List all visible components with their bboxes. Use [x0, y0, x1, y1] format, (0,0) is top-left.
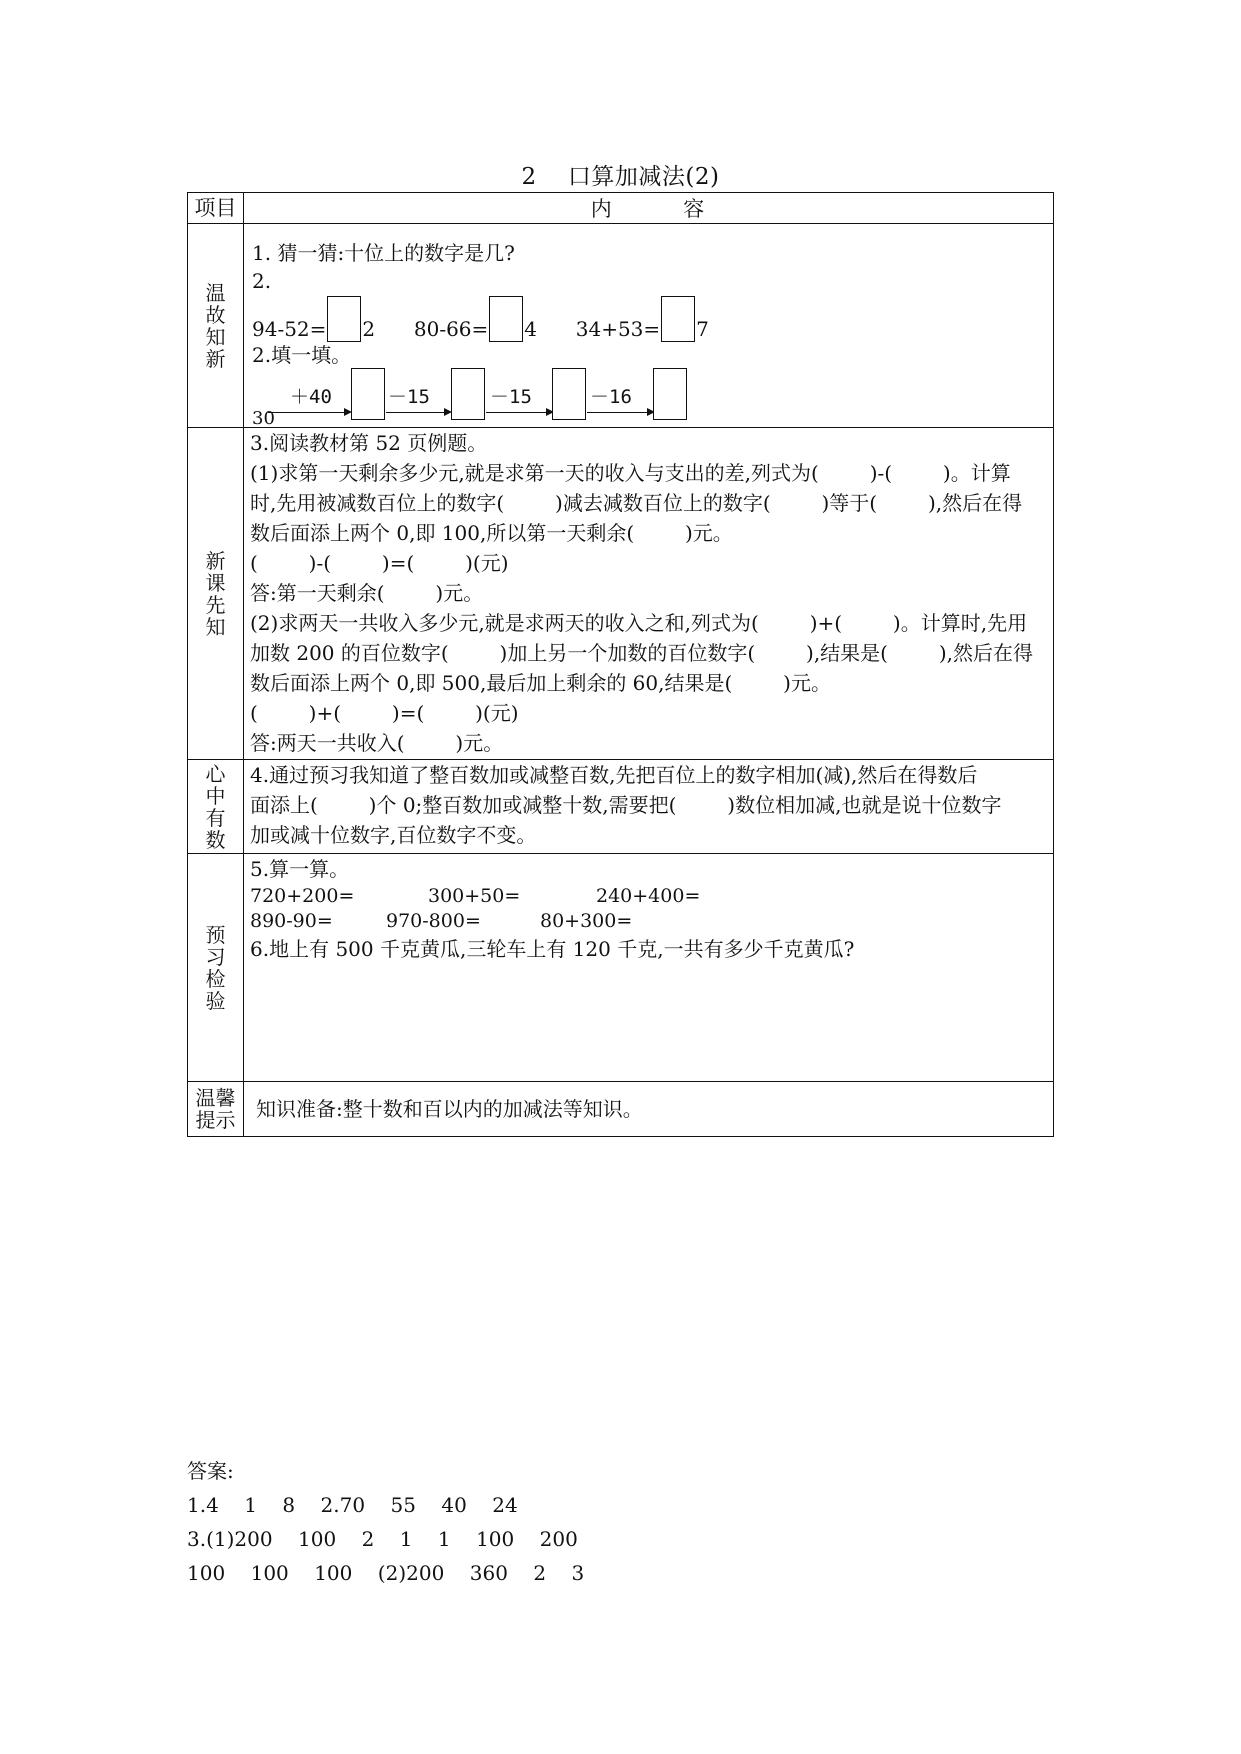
answers-section	[187, 1454, 584, 1590]
answer-box[interactable]	[327, 296, 361, 342]
question-5: 5.算一算。	[250, 857, 350, 881]
text-line: (2)求两天一共收入多少元,就是求两天的收入之和,列式为( )+( )。计算时,先用	[250, 611, 1028, 635]
answer-line: 100 100 100 (2)200 360 2 3	[187, 1561, 585, 1585]
arrow-icon	[587, 412, 653, 413]
text-line: 加或减十位数字,百位数字不变。	[250, 823, 537, 847]
question-6: 6.地上有 500 千克黄瓜,三轮车上有 120 千克,一共有多少千克黄瓜?	[250, 937, 855, 961]
calc-item: 300+50=	[428, 885, 521, 907]
guess-3-right: 7	[696, 317, 709, 341]
table-row-check	[188, 854, 1054, 1082]
row-label-check: 预 习 检 验	[188, 854, 244, 1082]
chain-box-4[interactable]	[653, 368, 687, 420]
text-line: 加数 200 的百位数字( )加上另一个加数的百位数字( ),结果是( ),然后在得	[250, 641, 1033, 665]
chain-box-2[interactable]	[451, 368, 485, 420]
table-header-row	[188, 193, 1054, 224]
question-1-number: 2.	[252, 269, 272, 293]
calc-row-2	[250, 909, 1053, 934]
chain-box-1[interactable]	[351, 368, 385, 420]
answer-box[interactable]	[489, 296, 523, 342]
text-line: 答:两天一共收入( )元。	[250, 731, 504, 755]
fill-chain	[252, 368, 1053, 429]
calc-item: 970-800=	[386, 910, 481, 932]
question-2: 2.填一填。	[252, 343, 352, 367]
chain-start: 30	[252, 408, 275, 429]
arrow-icon	[386, 412, 450, 413]
row-label-summary: 心 中 有 数	[188, 760, 244, 854]
chain-box-3[interactable]	[552, 368, 586, 420]
check-content	[244, 854, 1054, 1082]
text-line: 数后面添上两个 0,即 100,所以第一天剩余( )元。	[250, 521, 733, 545]
text-line: 4.通过预习我知道了整百数加或减整百数,先把百位上的数字相加(减),然后在得数后	[250, 763, 978, 787]
header-content-label: 内 容	[244, 193, 1054, 224]
lesson-table	[187, 192, 1054, 1137]
arrow-icon	[268, 412, 350, 413]
calc-item: 720+200=	[250, 885, 355, 907]
guess-2-right: 4	[524, 317, 538, 341]
text-line: (1)求第一天剩余多少元,就是求第一天的收入与支出的差,列式为( )-( )。计算	[250, 461, 1011, 485]
arrow-icon	[486, 412, 552, 413]
chain-op-3: －15	[490, 386, 532, 408]
chain-op-2: －15	[388, 386, 430, 408]
text-line: 答:第一天剩余( )元。	[250, 581, 484, 605]
text-line: 3.阅读教材第 52 页例题。	[250, 431, 488, 455]
table-row-tip	[188, 1082, 1054, 1137]
answers-heading: 答案:	[187, 1459, 234, 1483]
chain-op-1: ＋40	[290, 386, 332, 408]
answer-box[interactable]	[661, 296, 695, 342]
text-line: 时,先用被减数百位上的数字( )减去减数百位上的数字( )等于( ),然后在得	[250, 491, 1023, 515]
header-item-label: 项目	[188, 193, 244, 224]
text-line: 面添上( )个 0;整百数加或减整十数,需要把( )数位相加减,也就是说十位数字	[250, 793, 1002, 817]
calc-item: 890-90=	[250, 910, 333, 932]
guess-1-left: 94-52=	[252, 317, 327, 341]
question-1: 1. 猜一猜:十位上的数字是几?	[252, 241, 515, 265]
table-row-new-lesson	[188, 428, 1054, 760]
summary-content	[244, 760, 1054, 854]
answer-line: 1.4 1 8 2.70 55 40 24	[187, 1493, 518, 1517]
text-line: ( )-( )=( )(元)	[250, 551, 509, 575]
text-line: ( )+( )=( )(元)	[250, 701, 519, 725]
guess-3-left: 34+53=	[575, 317, 661, 341]
chain-op-4: －16	[590, 386, 632, 408]
calc-row-1	[250, 884, 1053, 909]
calc-item: 80+300=	[540, 910, 633, 932]
table-row-summary	[188, 760, 1054, 854]
row-label-review: 温 故 知 新	[188, 224, 244, 428]
text-line: 数后面添上两个 0,即 500,最后加上剩余的 60,结果是( )元。	[250, 671, 831, 695]
review-content	[244, 224, 1054, 428]
guess-1-right: 2	[362, 317, 376, 341]
calc-item: 240+400=	[596, 885, 701, 907]
answer-line: 3.(1)200 100 2 1 1 100 200	[187, 1527, 578, 1551]
guess-2-left: 80-66=	[413, 317, 489, 341]
guess-row	[252, 296, 1053, 342]
new-lesson-content	[244, 428, 1054, 760]
tip-content	[244, 1082, 1054, 1137]
table-row-review	[188, 224, 1054, 428]
tip-text: 知识准备:整十数和百以内的加减法等知识。	[256, 1097, 643, 1121]
row-label-tip: 温馨 提示	[188, 1082, 244, 1137]
row-label-new-lesson: 新 课 先 知	[188, 428, 244, 760]
page-title: 2 口算加减法(2)	[521, 164, 720, 190]
